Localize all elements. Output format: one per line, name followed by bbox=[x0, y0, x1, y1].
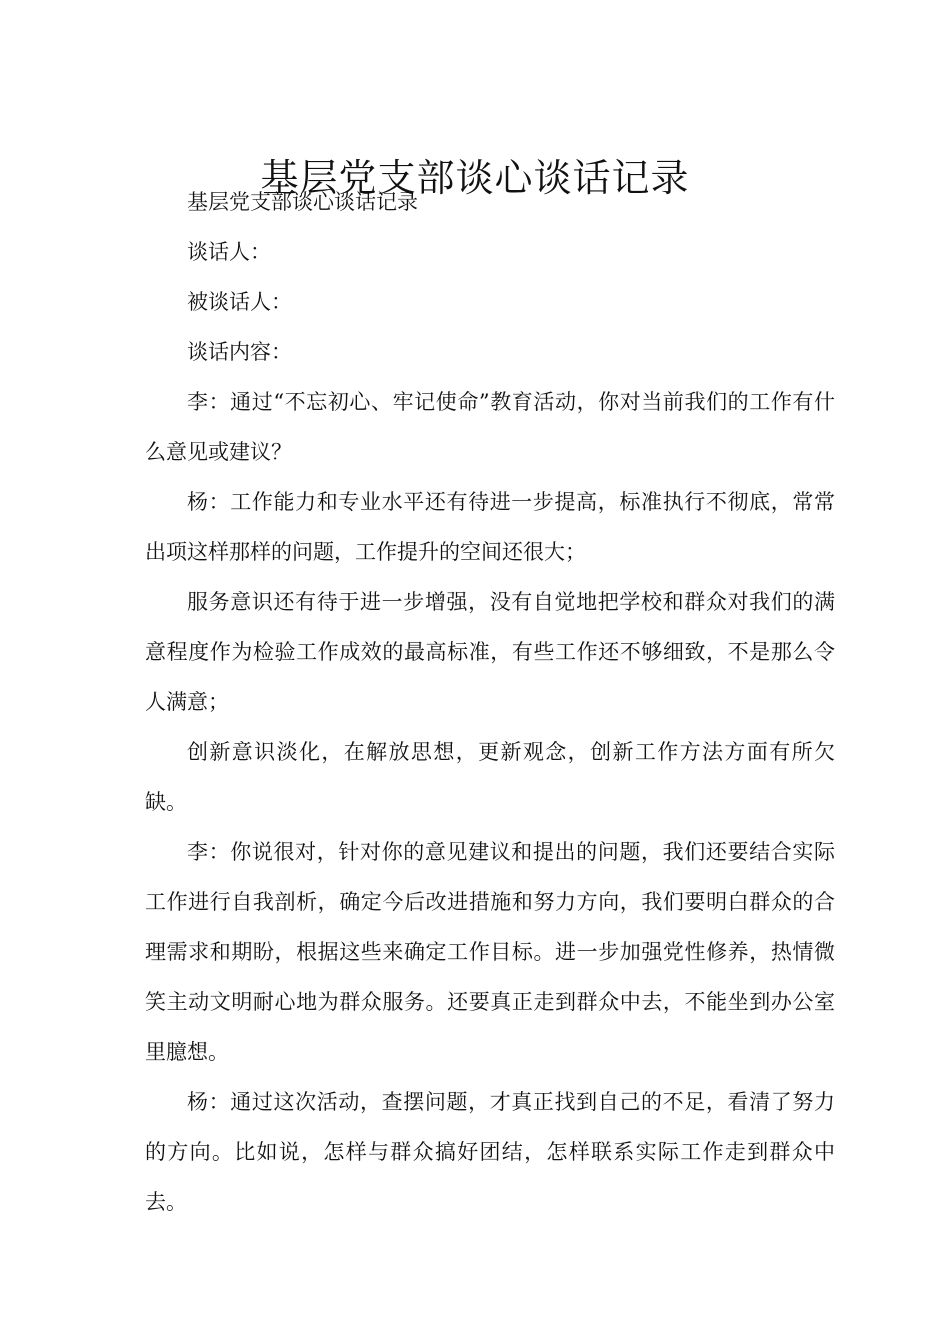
paragraph-li-question: 李：通过“不忘初心、牢记使命”教育活动，你对当前我们的工作有什么意见或建议？ bbox=[145, 390, 835, 464]
document-title: 基层党支部谈心谈话记录 bbox=[260, 156, 690, 201]
paragraph-interviewer: 谈话人： bbox=[187, 240, 271, 264]
paragraph-content-label: 谈话内容： bbox=[187, 340, 292, 364]
paragraph-yang-conclusion: 杨：通过这次活动，查摆问题，才真正找到自己的不足，看清了努力的方向。比如说，怎样与群众搞好团结，怎样联系实际工作走到群众中去。 bbox=[145, 1090, 835, 1214]
paragraph-li-response: 李：你说很对，针对你的意见建议和提出的问题，我们还要结合实际工作进行自我剖析，确定今后改进措施和努力方向，我们要明白群众的合理需求和期盼，根据这些来确定工作目标。进一步加强党性修养，热情微笑主动文明耐心地为群众服务。还要真正走到群众中去，不能坐到办公室里臆想。 bbox=[145, 840, 835, 1064]
paragraph-yang-answer-1: 杨：工作能力和专业水平还有待进一步提高，标准执行不彻底，常常出项这样那样的问题，工作提升的空间还很大； bbox=[145, 490, 835, 564]
paragraph-subtitle: 基层党支部谈心谈话记录 bbox=[187, 190, 418, 214]
paragraph-yang-answer-2: 服务意识还有待于进一步增强，没有自觉地把学校和群众对我们的满意程度作为检验工作成效的最高标准，有些工作还不够细致，不是那么令人满意； bbox=[145, 590, 835, 714]
paragraph-yang-answer-3: 创新意识淡化，在解放思想，更新观念，创新工作方法方面有所欠缺。 bbox=[145, 740, 835, 814]
paragraph-interviewee: 被谈话人： bbox=[187, 290, 292, 314]
document-body bbox=[145, 177, 835, 1227]
